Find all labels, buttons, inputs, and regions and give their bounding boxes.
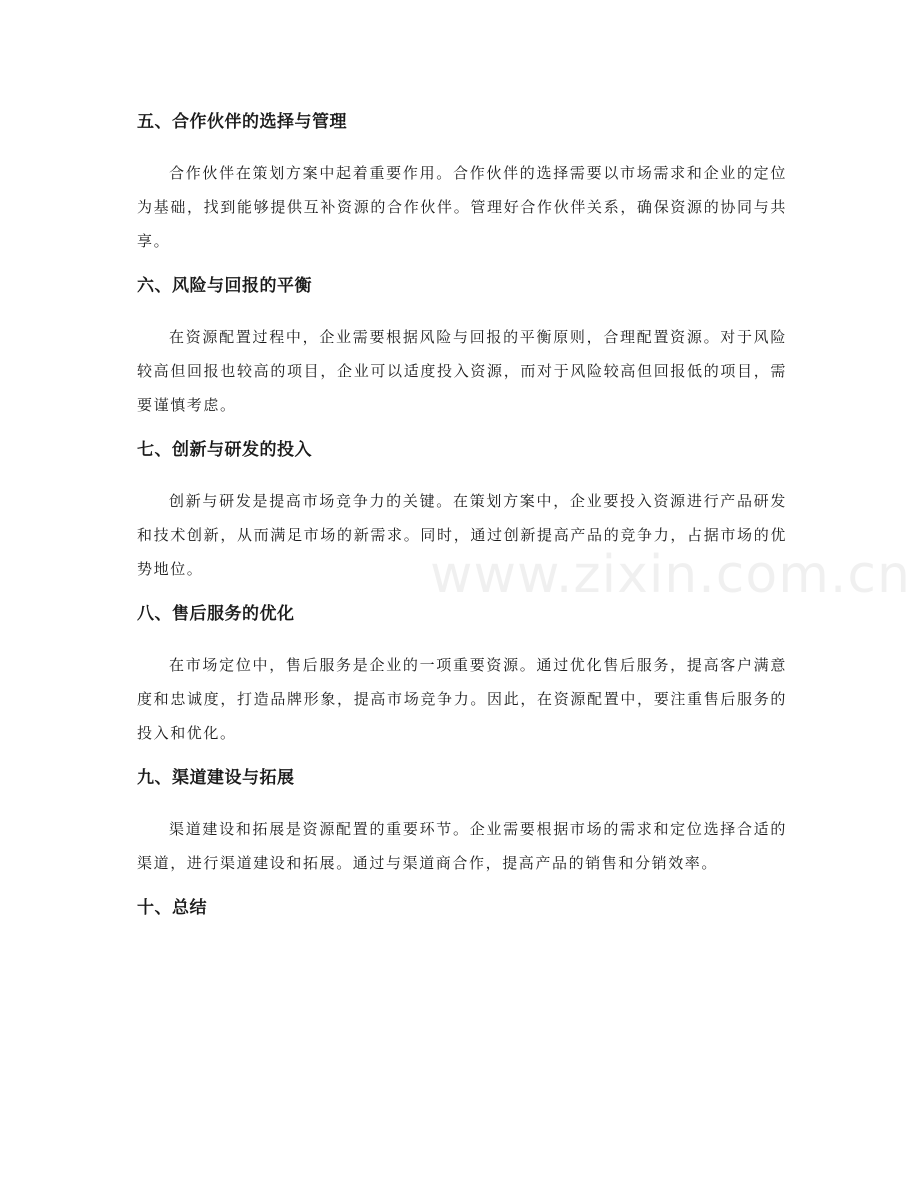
section-8: [137, 600, 787, 750]
section-9: [137, 764, 787, 880]
section-paragraph: 创新与研发是提高市场竞争力的关键。在策划方案中，企业要投入资源进行产品研发和技术创新，从而满足市场的新需求。同时，通过创新提高产品的竞争力，占据市场的优势地位。: [137, 492, 787, 578]
section-5: [137, 108, 787, 258]
section-10: [137, 894, 787, 922]
section-heading: 六、风险与回报的平衡: [137, 276, 312, 296]
watermark: www.zixin.com.cn: [430, 545, 911, 605]
section-6: [137, 272, 787, 422]
section-heading: 五、合作伙伴的选择与管理: [137, 112, 347, 132]
section-paragraph: 在市场定位中，售后服务是企业的一项重要资源。通过优化售后服务，提高客户满意度和忠诚度，打造品牌形象，提高市场竞争力。因此，在资源配置中，要注重售后服务的投入和优化。: [137, 656, 787, 742]
section-heading: 八、售后服务的优化: [137, 604, 295, 624]
section-heading: 十、总结: [137, 898, 207, 918]
section-paragraph: 渠道建设和拓展是资源配置的重要环节。企业需要根据市场的需求和定位选择合适的渠道，进行渠道建设和拓展。通过与渠道商合作，提高产品的销售和分销效率。: [137, 820, 787, 872]
section-heading: 九、渠道建设与拓展: [137, 768, 295, 788]
section-paragraph: 在资源配置过程中，企业需要根据风险与回报的平衡原则，合理配置资源。对于风险较高但回报也较高的项目，企业可以适度投入资源，而对于风险较高但回报低的项目，需要谨慎考虑。: [137, 328, 787, 414]
section-heading: 七、创新与研发的投入: [137, 440, 312, 460]
section-paragraph: 合作伙伴在策划方案中起着重要作用。合作伙伴的选择需要以市场需求和企业的定位为基础，找到能够提供互补资源的合作伙伴。管理好合作伙伴关系，确保资源的协同与共享。: [137, 164, 787, 250]
document-body: [137, 108, 787, 942]
section-7: [137, 436, 787, 586]
